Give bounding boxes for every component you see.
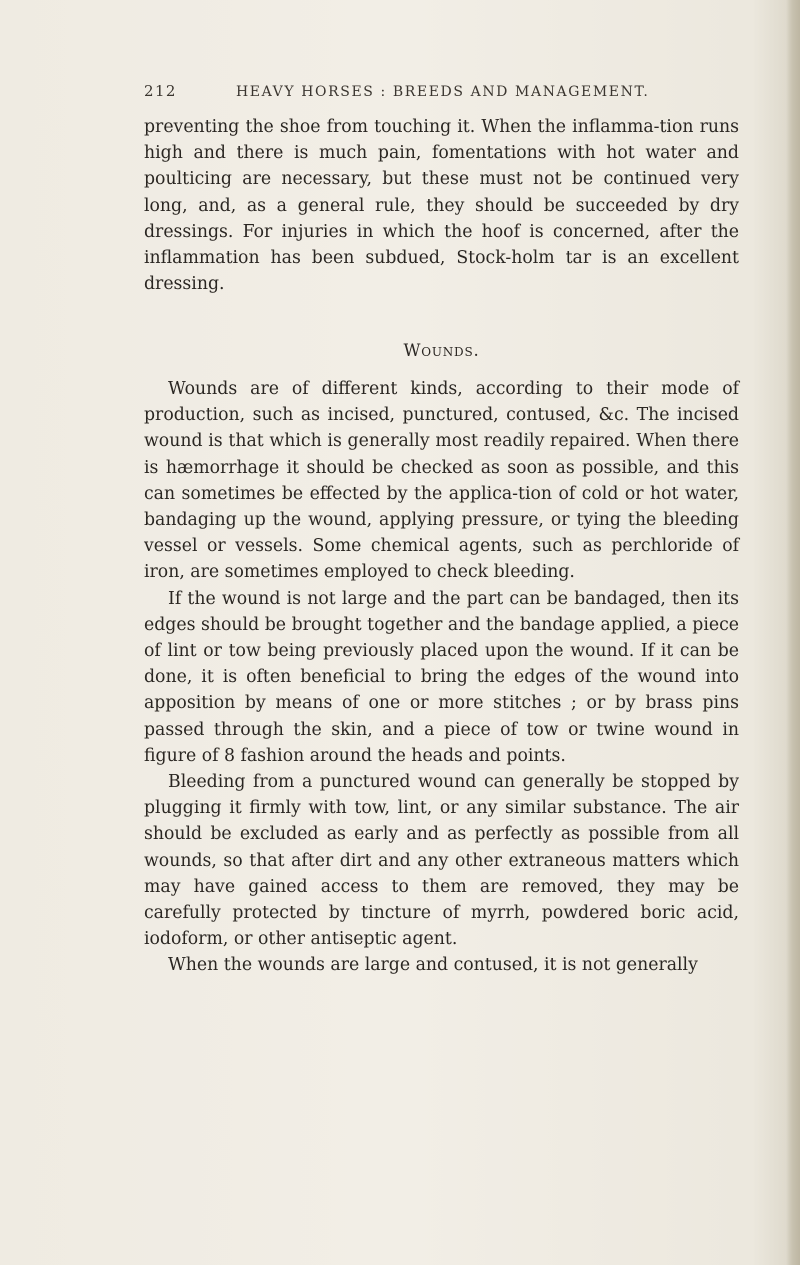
running-title: HEAVY HORSES : BREEDS AND MANAGEMENT. bbox=[236, 84, 650, 100]
running-header bbox=[144, 82, 684, 100]
section-heading: Wounds. bbox=[403, 341, 480, 360]
page-number: 212 bbox=[144, 82, 177, 100]
paragraph: If the wound is not large and the part can be bandaged, then its edges should be brought together and the bandage applied, a piece of lint or tow being previously placed upon the wound. If it can be done, it is often beneficial to bring the edges of the wound into apposition by means of one or more stitches ; or by brass pins passed through the skin, and a piece of tow or twine wound in figure of 8 fashion around the heads and points. bbox=[144, 588, 739, 766]
paragraph: When the wounds are large and contused, it is not generally bbox=[168, 955, 698, 976]
paragraph: Bleeding from a punctured wound can generally be stopped by plugging it firmly with tow, lint, or any similar substance. The air should be excluded as early and as perfectly as possible from all wounds, so that after dirt and any other extraneous matters which may have gained access to them are removed, they may be carefully protected by tincture of myrrh, powdered boric acid, iodoform, or other antiseptic agent. bbox=[144, 772, 739, 950]
paragraph: Wounds are of different kinds, according to their mode of production, such as incised, punctured, contused, &c. The incised wound is that which is generally most readily repaired. When there is hæmorrhage it should be checked as soon as possible, and this can sometimes be effected by the applica-tion of cold or hot water, bandaging up the wound, applying pressure, or tying the bleeding vessel or vessels. Some chemical agents, such as perchloride of iron, are sometimes employed to check bleeding. bbox=[144, 379, 739, 583]
section-body bbox=[144, 376, 739, 979]
continuation-paragraph: preventing the shoe from touching it. When the inflamma-tion runs high and there is much pain, fomentations with hot water and poulticing are necessary, but these must not be continued very long, and, as a general rule, they should be succeeded by dry dressings. For injuries in which the hoof is concerned, after the inflammation has been subdued, Stock-holm tar is an excellent dressing. bbox=[144, 117, 739, 295]
page-edge-shadow bbox=[786, 0, 800, 1265]
